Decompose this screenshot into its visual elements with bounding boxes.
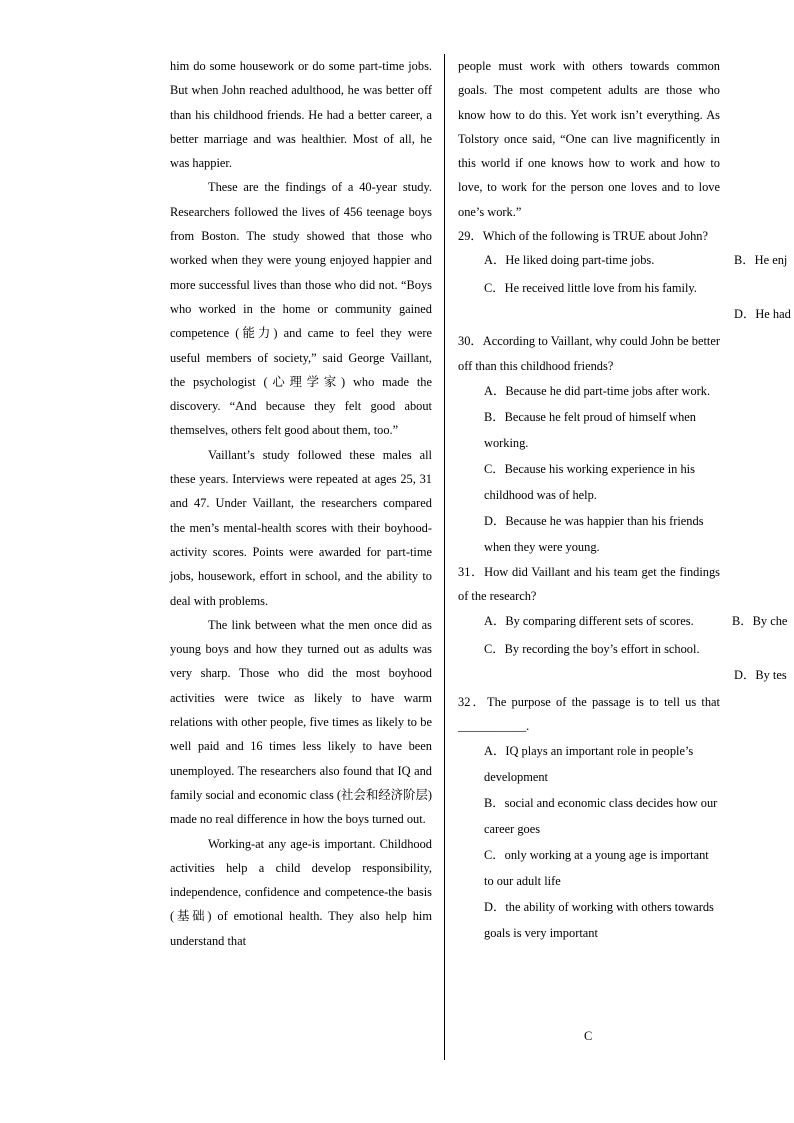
question-29-stem: 29．Which of the following is TRUE about John? [458, 229, 708, 244]
option-30-d: D．Because he was happier than his friends when they were young. [484, 513, 704, 554]
option-31-c: C．By recording the boy’s effort in school. [484, 641, 700, 656]
passage-ending: people must work with others towards common goals. The most competent adults are those who know how to do this. Yet work isn’t everything. As Tolstory once said, “One can live magnificently in this world if one knows how to work and how to love, to work for the person one loves and to love one’s work.” [458, 59, 720, 219]
option-32-a: A．IQ plays an important role in people’s development [484, 744, 694, 785]
question-31-stem: 31．How did Vaillant and his team get the findings of the research? [458, 564, 720, 604]
paragraph: These are the findings of a 40-year study. Researchers followed the lives of 456 teenage boys from Boston. The study showed that those who worked when they were young enjoyed happier and more successful lives than those who did not. “Boys who worked in the home or community gained competence (能力) and came to feel they were useful members of society,” said George Vaillant, the psychologist (心理学家) who made the discovery. “And because they felt good about themselves, others felt good about them, too.” [170, 180, 432, 438]
option-31-d: D．By tes [734, 667, 787, 682]
option-32-d: D．the ability of working with others towards goals is very important [484, 900, 714, 941]
option-31-b: B．By che [732, 613, 788, 628]
paragraph: The link between what the men once did as young boys and how they turned out as adults was very sharp. Those who did the most boyhood activities were twice as likely to have warm relations with other people, five times as likely to be well paid and 16 times less likely to have been unemployed. The researchers also found that IQ and family social and economic class (社会和经济阶层) made no real difference in how the boys turned out. [170, 617, 432, 827]
question-30-stem: 30．According to Vaillant, why could John be better off than this childhood friends? [458, 334, 720, 373]
question-29-options-row1 [458, 248, 788, 275]
paragraph: Working-at any age-is important. Childhood activities help a child develop responsibility, independence, confidence and competence-the basis (基础) of emotional health. They also help him understand that [170, 836, 432, 948]
right-column [458, 54, 791, 946]
option-29-b: B．He enj [734, 253, 788, 268]
option-31-a: A．By comparing different sets of scores. [484, 613, 694, 628]
question-32-stem: 32．The purpose of the passage is to tell us that ___________. [458, 694, 720, 733]
question-31-options-row2 [458, 636, 787, 690]
answer-label: C [584, 1029, 593, 1043]
paragraph: him do some housework or do some part-time jobs. But when John reached adulthood, he was better off than his childhood friends. He had a better career, a better marriage and was healthier. Most of all, he was happier. [170, 59, 432, 171]
question-31-options-row1 [458, 609, 788, 636]
left-column [170, 54, 432, 953]
option-32-c: C．only working at a young age is important to our adult life [484, 848, 709, 889]
question-29-options-row2 [458, 275, 791, 329]
paragraph: Vaillant’s study followed these males all these years. Interviews were repeated at ages 25, 31 and 47. Under Vaillant, the researchers compared the men’s mental-health scores with their boyhood-activity scores. Points were awarded for part-time jobs, housework, effort in school, and the ability to deal with problems. [170, 447, 432, 608]
option-30-c: C．Because his working experience in his childhood was of help. [484, 461, 695, 502]
option-30-a: A．Because he did part-time jobs after work. [484, 383, 711, 398]
column-divider [444, 54, 445, 1060]
option-29-d: D．He had [734, 307, 791, 322]
option-32-b: B．social and economic class decides how our career goes [484, 796, 718, 837]
option-30-b: B．Because he felt proud of himself when working. [484, 409, 696, 450]
option-29-c: C．He received little love from his family. [484, 281, 697, 296]
option-29-a: A．He liked doing part-time jobs. [484, 253, 655, 268]
